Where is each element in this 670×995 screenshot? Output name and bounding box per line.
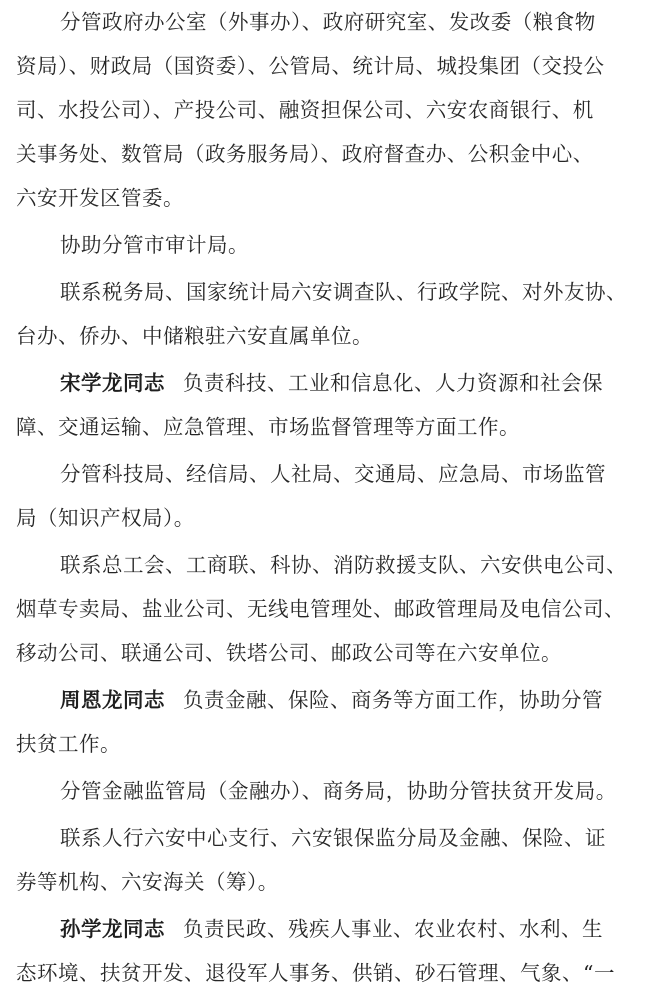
official-duty-text: 负责科技、工业和信息化、人力资源和社会保 bbox=[183, 371, 603, 395]
text-line: 联系税务局、国家统计局六安调查队、行政学院、对外友协、 bbox=[60, 280, 627, 304]
text-line: 协助分管市审计局。 bbox=[60, 233, 249, 257]
text-line: 障、交通运输、应急管理、市场监督管理等方面工作。 bbox=[16, 415, 520, 439]
official-name-song: 宋学龙同志 bbox=[60, 371, 165, 395]
text-line: 关事务处、数管局（政务服务局）、政府督查办、公积金中心、 bbox=[16, 142, 594, 166]
text-line: 司、水投公司）、产投公司、融资担保公司、六安农商银行、机 bbox=[16, 98, 594, 122]
text-line: 局（知识产权局）。 bbox=[16, 506, 195, 530]
official-duty-text: 负责金融、保险、商务等方面工作，协助分管 bbox=[183, 688, 603, 712]
text-line: 分管科技局、经信局、人社局、交通局、应急局、市场监管 bbox=[60, 462, 606, 486]
official-zhou-line bbox=[16, 678, 662, 722]
text-line: 分管金融监管局（金融办）、商务局，协助分管扶贫开发局。 bbox=[60, 779, 617, 803]
text-line: 券等机构、六安海关（筹）。 bbox=[16, 870, 279, 894]
text-line: 联系人行六安中心支行、六安银保监分局及金融、保险、证 bbox=[60, 826, 606, 850]
text-line: 六安开发区管委。 bbox=[16, 186, 184, 210]
text-line: 移动公司、联通公司、铁塔公司、邮政公司等在六安单位。 bbox=[16, 641, 562, 665]
official-song-line bbox=[16, 361, 662, 405]
text-line: 资局）、财政局（国资委）、公管局、统计局、城投集团（交投公 bbox=[16, 54, 605, 78]
text-line: 态环境、扶贫开发、退役军人事务、供销、砂石管理、气象、“一 bbox=[16, 961, 615, 985]
official-name-sun: 孙学龙同志 bbox=[60, 917, 165, 941]
text-line: 联系总工会、工商联、科协、消防救援支队、六安供电公司、 bbox=[60, 553, 627, 577]
official-sun-line bbox=[16, 907, 662, 951]
official-name-zhou: 周恩龙同志 bbox=[60, 688, 165, 712]
text-line: 烟草专卖局、盐业公司、无线电管理处、邮政管理局及电信公司、 bbox=[16, 597, 625, 621]
text-line: 台办、侨办、中储粮驻六安直属单位。 bbox=[16, 324, 373, 348]
text-line: 分管政府办公室（外事办）、政府研究室、发改委（粮食物 bbox=[60, 10, 596, 34]
text-line: 扶贫工作。 bbox=[16, 732, 121, 756]
official-duty-text: 负责民政、残疾人事业、农业农村、水利、生 bbox=[183, 917, 603, 941]
